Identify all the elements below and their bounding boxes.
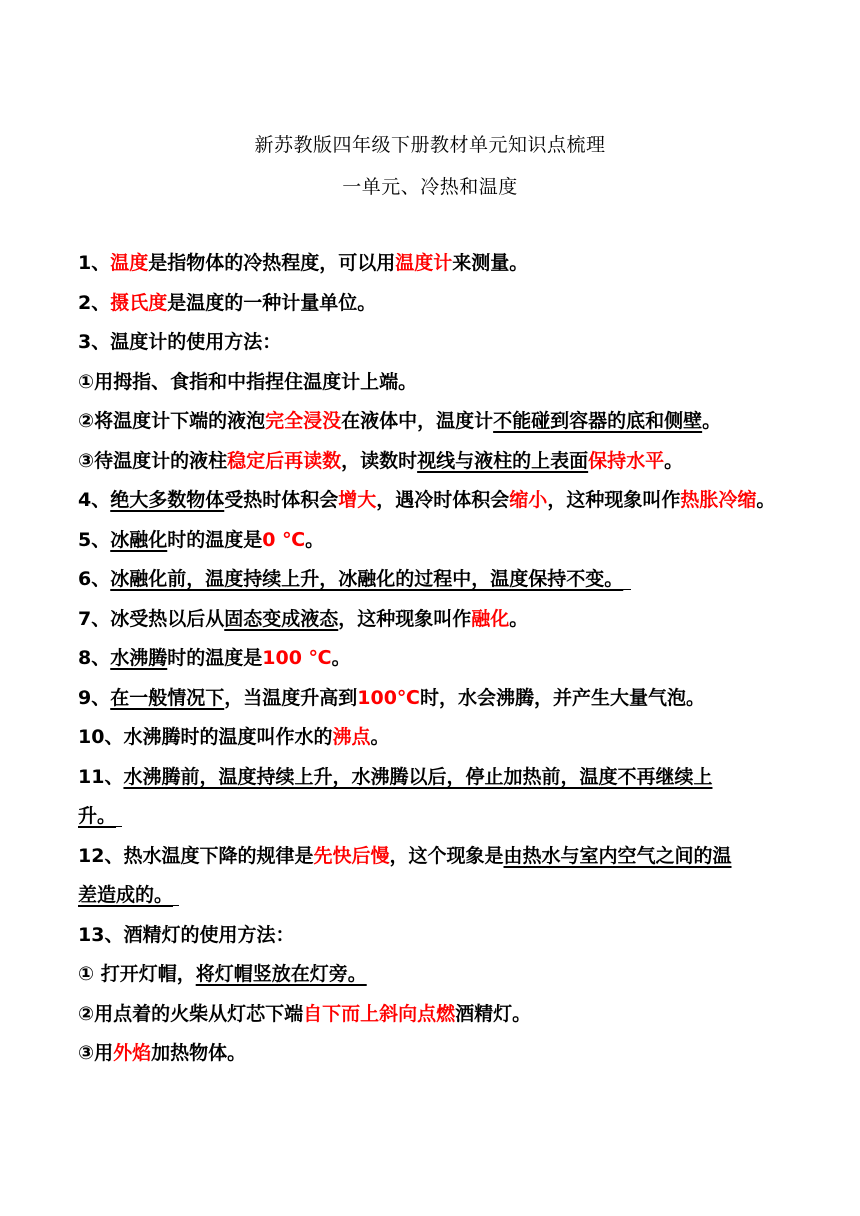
keyword-temperature: 温度 — [110, 252, 149, 274]
point-3-step-2: ②将温度计下端的液泡完全浸没在液体中，温度计不能碰到容器的底和侧壁。 — [78, 410, 722, 432]
point-9: 9、在一般情况下，当温度升高到100℃时，水会沸腾，并产生大量气泡。 — [78, 686, 705, 709]
point-3-heading: 3、温度计的使用方法： — [78, 331, 282, 353]
point-13-step-1: ① 打开灯帽，将灯帽竖放在灯旁。 — [78, 963, 367, 985]
point-3-step-3: ③待温度计的液柱稳定后再读数，读数时视线与液柱的上表面保持水平。 — [78, 449, 684, 472]
point-7: 7、冰受热以后从固态变成液态，这种现象叫作融化。 — [78, 607, 529, 630]
point-13-step-2: ②用点着的火柴从灯芯下端自下而上斜向点燃酒精灯。 — [78, 1002, 532, 1025]
point-2: 2、摄氏度是温度的一种计量单位。 — [78, 291, 377, 314]
point-4: 4、绝大多数物体受热时体积会增大，遇冷时体积会缩小，这种现象叫作热胀冷缩。 — [78, 489, 776, 511]
point-1: 1、温度是指物体的冷热程度，可以用温度计来测量。 — [78, 252, 529, 274]
point-13-heading: 13、酒精灯的使用方法： — [78, 923, 295, 946]
keyword-outer-flame: 外焰 — [113, 1042, 152, 1064]
point-10: 10、水沸腾时的温度叫作水的沸点。 — [78, 726, 390, 748]
keyword-thermometer: 温度计 — [395, 252, 453, 274]
point-5: 5、冰融化时的温度是0 ℃。 — [78, 528, 325, 551]
keyword-celsius: 摄氏度 — [110, 291, 168, 314]
point-12: 12、热水温度下降的规律是先快后慢，这个现象是由热水与室内空气之间的温 差造成的。 — [78, 844, 732, 906]
unit-subtitle: 一单元、冷热和温度 — [342, 176, 518, 198]
point-11: 11、水沸腾前，温度持续上升，水沸腾以后，停止加热前，温度不再继续上 升。 — [78, 765, 713, 827]
point-3-step-1: ①用拇指、食指和中指捏住温度计上端。 — [78, 370, 418, 393]
knowledge-list — [78, 244, 780, 1074]
keyword-boiling-point: 沸点 — [332, 726, 371, 748]
point-6: 6、冰融化前，温度持续上升，冰融化的过程中，温度保持不变。 — [78, 560, 780, 600]
point-13-step-3: ③用外焰加热物体。 — [78, 1042, 247, 1064]
document-title: 新苏教版四年级下册教材单元知识点梳理 — [254, 134, 606, 156]
point-8: 8、水沸腾时的温度是100 ℃。 — [78, 647, 351, 669]
keyword-thermal-expansion: 热胀冷缩 — [680, 489, 757, 511]
